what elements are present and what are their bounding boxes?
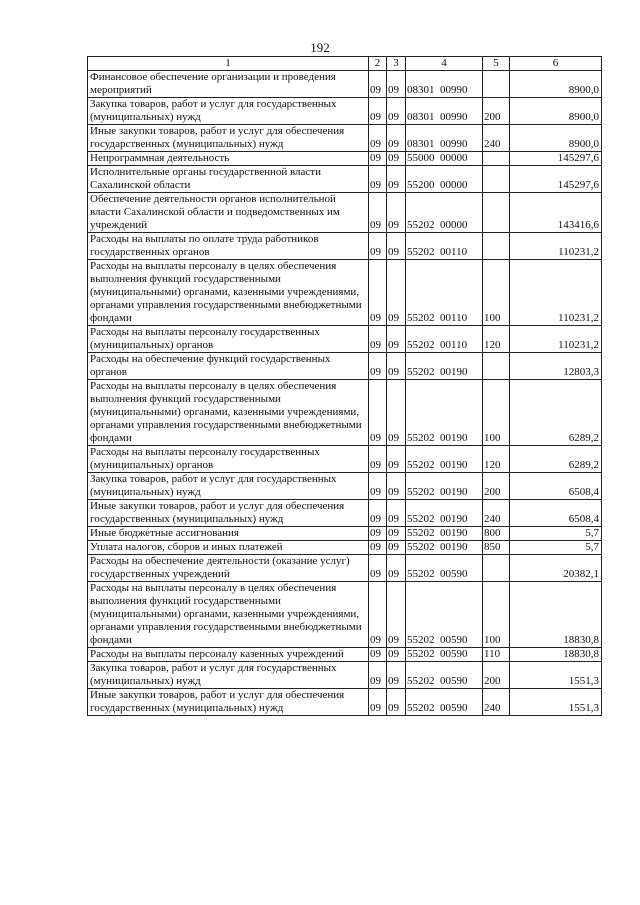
expense-type-cell [483,166,510,193]
expense-type-cell [483,353,510,380]
expense-type-cell: 120 [483,446,510,473]
expense-type-cell: 800 [483,527,510,541]
table-row [88,260,602,326]
section-code-cell: 09 [369,527,387,541]
section-code-cell: 09 [369,166,387,193]
section-code-cell: 09 [369,260,387,326]
section-code-cell: 09 [369,473,387,500]
target-article-cell [406,500,483,527]
amount-cell: 8900,0 [510,125,602,152]
expense-name-cell: Иные закупки товаров, работ и услуг для обеспечения государственных (муниципальных) нужд [88,125,369,152]
section-code-cell: 09 [369,446,387,473]
table-row [88,326,602,353]
column-header-4: 4 [406,57,483,71]
program-code: 55202 [407,648,435,660]
program-code: 55202 [407,702,435,714]
table-row [88,125,602,152]
budget-table [87,56,602,716]
program-code: 55200 [407,179,435,191]
expense-name-cell: Расходы на обеспечение функций государственных органов [88,353,369,380]
column-header-6: 6 [510,57,602,71]
section-code-cell: 09 [369,648,387,662]
direction-code: 00990 [440,138,468,150]
expense-type-cell: 100 [483,380,510,446]
program-code: 55202 [407,513,435,525]
direction-code: 00190 [440,541,468,553]
amount-cell: 6289,2 [510,380,602,446]
subsection-code-cell: 09 [387,193,406,233]
expense-type-cell [483,233,510,260]
direction-code: 00190 [440,486,468,498]
direction-code: 00190 [440,432,468,444]
direction-code: 00590 [440,634,468,646]
expense-name-cell: Расходы на выплаты персоналу в целях обеспечения выполнения функций государственными (муниципальными) органами, казенными учреждениями, органами управления государственными внебюджетными фондами [88,380,369,446]
expense-name-cell: Закупка товаров, работ и услуг для государственных (муниципальных) нужд [88,98,369,125]
amount-cell: 8900,0 [510,98,602,125]
expense-name-cell: Уплата налогов, сборов и иных платежей [88,541,369,555]
section-code-cell: 09 [369,541,387,555]
subsection-code-cell: 09 [387,555,406,582]
table-row [88,662,602,689]
expense-type-cell: 850 [483,541,510,555]
page-number: 192 [310,40,330,55]
direction-code: 00990 [440,84,468,96]
subsection-code-cell: 09 [387,662,406,689]
direction-code: 00110 [440,246,468,258]
expense-name-cell: Расходы на выплаты персоналу казенных учреждений [88,648,369,662]
table-row [88,446,602,473]
target-article-cell [406,98,483,125]
expense-name-cell: Закупка товаров, работ и услуг для государственных (муниципальных) нужд [88,473,369,500]
table-row [88,555,602,582]
table-row [88,166,602,193]
subsection-code-cell: 09 [387,166,406,193]
direction-code: 00190 [440,366,468,378]
amount-cell: 8900,0 [510,71,602,98]
section-code-cell: 09 [369,662,387,689]
amount-cell: 5,7 [510,527,602,541]
table-row [88,98,602,125]
target-article-cell [406,527,483,541]
subsection-code-cell: 09 [387,260,406,326]
subsection-code-cell: 09 [387,689,406,716]
target-article-cell [406,152,483,166]
column-header-3: 3 [387,57,406,71]
expense-name-cell: Расходы на обеспечение деятельности (оказание услуг) государственных учреждений [88,555,369,582]
section-code-cell: 09 [369,71,387,98]
subsection-code-cell: 09 [387,152,406,166]
table-body [88,71,602,716]
table-row [88,71,602,98]
expense-name-cell: Расходы на выплаты персоналу в целях обеспечения выполнения функций государственными (муниципальными) органами, казенными учреждениями, органами управления государственными внебюджетными фондами [88,582,369,648]
program-code: 55202 [407,219,435,231]
subsection-code-cell: 09 [387,473,406,500]
subsection-code-cell: 09 [387,582,406,648]
target-article-cell [406,193,483,233]
direction-code: 00190 [440,513,468,525]
amount-cell: 6508,4 [510,473,602,500]
subsection-code-cell: 09 [387,125,406,152]
expense-name-cell: Иные закупки товаров, работ и услуг для обеспечения государственных (муниципальных) нужд [88,500,369,527]
expense-type-cell [483,193,510,233]
table-row [88,193,602,233]
amount-cell: 110231,2 [510,233,602,260]
subsection-code-cell: 09 [387,500,406,527]
program-code: 08301 [407,84,435,96]
section-code-cell: 09 [369,555,387,582]
expense-type-cell [483,71,510,98]
expense-name-cell: Исполнительные органы государственной власти Сахалинской области [88,166,369,193]
direction-code: 00990 [440,111,468,123]
column-header-5: 5 [483,57,510,71]
program-code: 55202 [407,486,435,498]
expense-type-cell: 200 [483,662,510,689]
expense-type-cell: 200 [483,473,510,500]
amount-cell: 6508,4 [510,500,602,527]
direction-code: 00000 [440,219,468,231]
section-code-cell: 09 [369,326,387,353]
column-header-2: 2 [369,57,387,71]
amount-cell: 6289,2 [510,446,602,473]
amount-cell: 1551,3 [510,689,602,716]
expense-type-cell [483,555,510,582]
subsection-code-cell: 09 [387,541,406,555]
direction-code: 00000 [440,152,468,164]
section-code-cell: 09 [369,193,387,233]
expense-type-cell: 100 [483,582,510,648]
target-article-cell [406,71,483,98]
subsection-code-cell: 09 [387,380,406,446]
amount-cell: 12803,3 [510,353,602,380]
column-header-1: 1 [88,57,369,71]
table-row [88,527,602,541]
target-article-cell [406,233,483,260]
program-code: 55202 [407,541,435,553]
direction-code: 00590 [440,568,468,580]
subsection-code-cell: 09 [387,353,406,380]
program-code: 55202 [407,675,435,687]
amount-cell: 18830,8 [510,648,602,662]
target-article-cell [406,326,483,353]
amount-cell: 145297,6 [510,166,602,193]
table-row [88,233,602,260]
amount-cell: 20382,1 [510,555,602,582]
target-article-cell [406,582,483,648]
amount-cell: 5,7 [510,541,602,555]
program-code: 55202 [407,634,435,646]
expense-name-cell: Расходы на выплаты по оплате труда работников государственных органов [88,233,369,260]
expense-type-cell: 240 [483,500,510,527]
target-article-cell [406,662,483,689]
target-article-cell [406,689,483,716]
direction-code: 00590 [440,648,468,660]
section-code-cell: 09 [369,152,387,166]
expense-type-cell: 240 [483,125,510,152]
table-row [88,473,602,500]
direction-code: 00110 [440,312,468,324]
subsection-code-cell: 09 [387,527,406,541]
table-row [88,380,602,446]
program-code: 08301 [407,138,435,150]
section-code-cell: 09 [369,380,387,446]
expense-name-cell: Финансовое обеспечение организации и проведения мероприятий [88,71,369,98]
section-code-cell: 09 [369,500,387,527]
table-header [88,57,602,71]
expense-name-cell: Непрограммная деятельность [88,152,369,166]
expense-type-cell: 110 [483,648,510,662]
program-code: 55202 [407,527,435,539]
section-code-cell: 09 [369,689,387,716]
target-article-cell [406,473,483,500]
subsection-code-cell: 09 [387,71,406,98]
amount-cell: 18830,8 [510,582,602,648]
table-row [88,541,602,555]
section-code-cell: 09 [369,353,387,380]
expense-name-cell: Иные закупки товаров, работ и услуг для обеспечения государственных (муниципальных) нужд [88,689,369,716]
subsection-code-cell: 09 [387,233,406,260]
program-code: 55202 [407,312,435,324]
expense-type-cell: 240 [483,689,510,716]
direction-code: 00110 [440,339,468,351]
subsection-code-cell: 09 [387,326,406,353]
subsection-code-cell: 09 [387,446,406,473]
section-code-cell: 09 [369,582,387,648]
direction-code: 00190 [440,459,468,471]
expense-name-cell: Расходы на выплаты персоналу государственных (муниципальных) органов [88,446,369,473]
target-article-cell [406,446,483,473]
expense-type-cell [483,152,510,166]
expense-name-cell: Расходы на выплаты персоналу в целях обеспечения выполнения функций государственными (муниципальными) органами, казенными учреждениями, органами управления государственными внебюджетными фондами [88,260,369,326]
expense-type-cell: 100 [483,260,510,326]
direction-code: 00000 [440,179,468,191]
target-article-cell [406,260,483,326]
program-code: 55202 [407,366,435,378]
direction-code: 00590 [440,675,468,687]
table-row [88,500,602,527]
target-article-cell [406,648,483,662]
program-code: 55202 [407,459,435,471]
direction-code: 00590 [440,702,468,714]
amount-cell: 143416,6 [510,193,602,233]
program-code: 08301 [407,111,435,123]
expense-type-cell: 200 [483,98,510,125]
expense-name-cell: Расходы на выплаты персоналу государственных (муниципальных) органов [88,326,369,353]
section-code-cell: 09 [369,125,387,152]
amount-cell: 110231,2 [510,326,602,353]
table-row [88,689,602,716]
subsection-code-cell: 09 [387,98,406,125]
target-article-cell [406,166,483,193]
target-article-cell [406,125,483,152]
amount-cell: 1551,3 [510,662,602,689]
program-code: 55202 [407,339,435,351]
target-article-cell [406,555,483,582]
target-article-cell [406,353,483,380]
section-code-cell: 09 [369,98,387,125]
expense-type-cell: 120 [483,326,510,353]
expense-name-cell: Иные бюджетные ассигнования [88,527,369,541]
program-code: 55000 [407,152,435,164]
program-code: 55202 [407,246,435,258]
expense-name-cell: Закупка товаров, работ и услуг для государственных (муниципальных) нужд [88,662,369,689]
column-number-row [88,57,602,71]
subsection-code-cell: 09 [387,648,406,662]
table-row [88,152,602,166]
amount-cell: 145297,6 [510,152,602,166]
section-code-cell: 09 [369,233,387,260]
target-article-cell [406,541,483,555]
program-code: 55202 [407,568,435,580]
expense-name-cell: Обеспечение деятельности органов исполнительной власти Сахалинской области и подведомственных им учреждений [88,193,369,233]
direction-code: 00190 [440,527,468,539]
table-row [88,353,602,380]
table-row [88,648,602,662]
table-row [88,582,602,648]
amount-cell: 110231,2 [510,260,602,326]
program-code: 55202 [407,432,435,444]
target-article-cell [406,380,483,446]
